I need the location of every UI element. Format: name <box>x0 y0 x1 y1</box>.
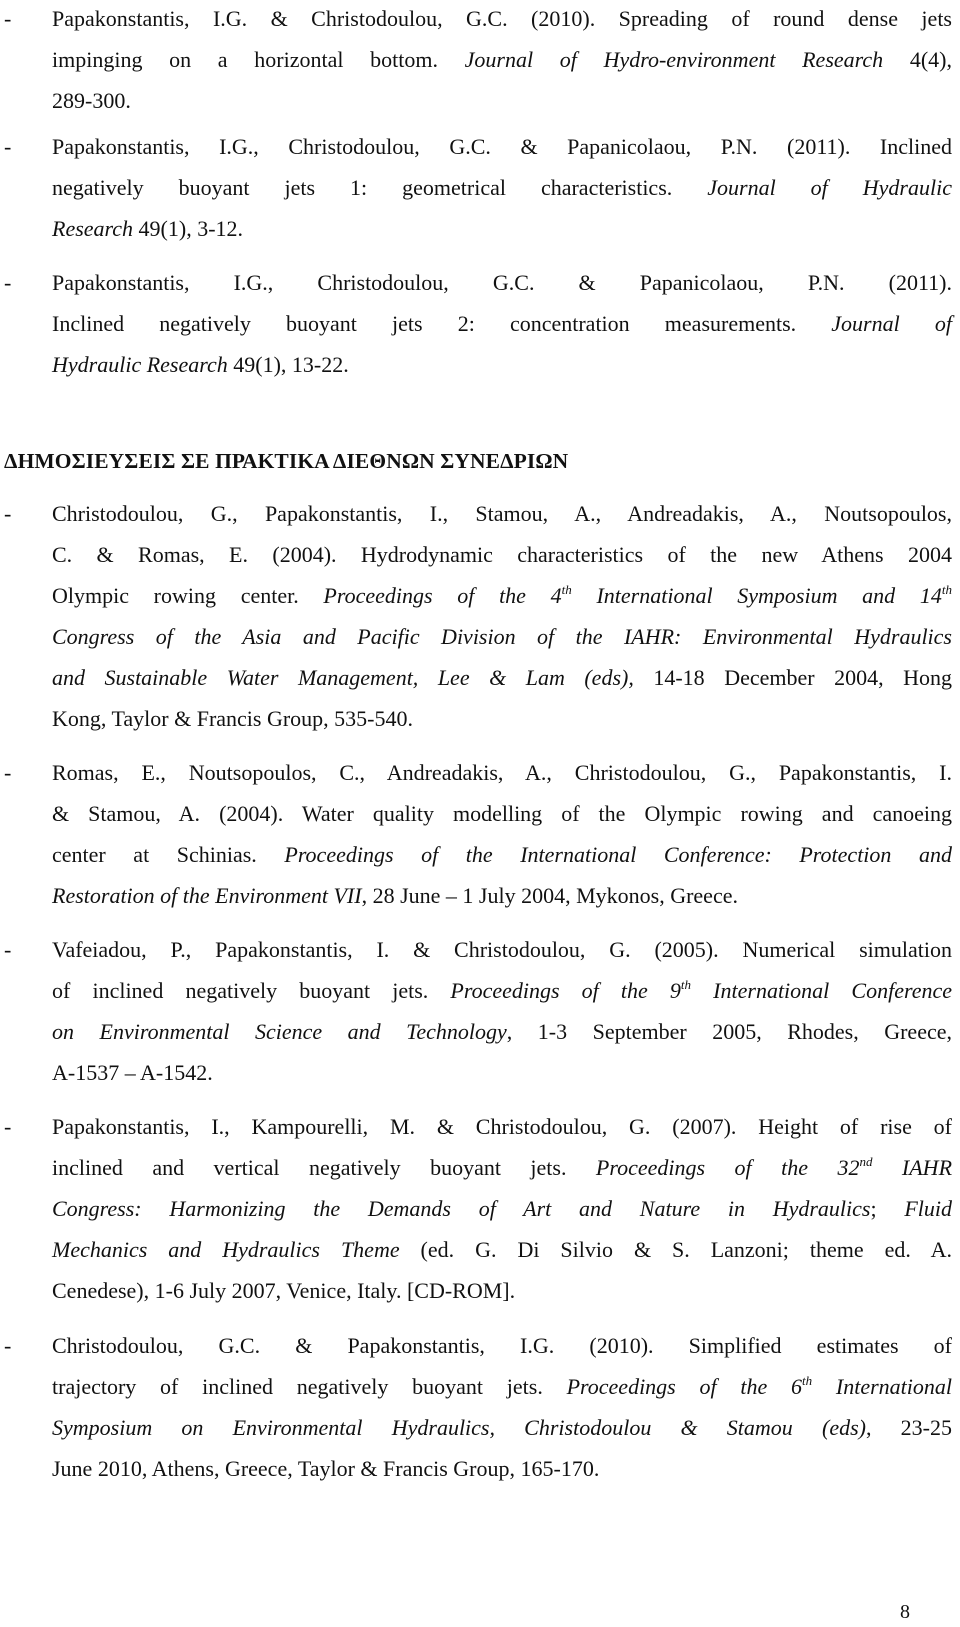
text-run: of inclined negatively buoyant jets. <box>52 978 451 1003</box>
reference-line <box>52 1448 952 1490</box>
text-run: & Stamou, A. (2004). Water quality modelling of the Olympic rowing and canoeing <box>52 801 952 826</box>
reference-line <box>52 970 952 1012</box>
text-run: Papakonstantis, I.G. & Christodoulou, G.C. (2010). Spreading of round dense jets <box>52 6 952 31</box>
reference-line <box>52 303 952 345</box>
reference-line <box>52 262 952 304</box>
text-run: 289-300. <box>52 88 131 113</box>
reference-line <box>52 1188 952 1230</box>
text-run: Vafeiadou, P., Papakonstantis, I. & Christodoulou, G. (2005). Numerical simulation <box>52 937 952 962</box>
reference-line <box>52 1106 952 1148</box>
journal-title: Hydraulic Research <box>52 352 228 377</box>
reference-line <box>52 1407 952 1449</box>
section-heading: ΔΗΜΟΣΙΕΥΣΕΙΣ ΣΕ ΠΡΑΚΤΙΚΑ ΔΙΕΘΝΩΝ ΣΥΝΕΔΡΙΩΝ <box>4 449 569 473</box>
list-dash: - <box>4 501 12 526</box>
text-run: C. & Romas, E. (2004). Hydrodynamic characteristics of the new Athens 2004 <box>52 542 952 567</box>
journal-title: Research <box>52 216 134 241</box>
list-dash: - <box>4 937 12 962</box>
text-run: Cenedese), 1-6 July 2007, Venice, Italy. [CD-ROM]. <box>52 1278 516 1303</box>
reference-line <box>52 1229 952 1271</box>
reference-line <box>52 793 952 835</box>
ordinal-superscript: th <box>561 582 572 597</box>
reference-line <box>52 80 952 122</box>
reference-line <box>52 1270 952 1312</box>
journal-title: Journal of Hydraulic <box>707 175 952 200</box>
text-run: trajectory of inclined negatively buoyant jets. <box>52 1374 567 1399</box>
proceedings-title: International Conference <box>691 978 952 1003</box>
text-run: Romas, E., Noutsopoulos, C., Andreadakis, A., Christodoulou, G., Papakonstantis, I. <box>52 760 952 785</box>
text-run: Papakonstantis, I., Kampourelli, M. & Christodoulou, G. (2007). Height of rise of <box>52 1114 952 1139</box>
text-run: 4(4), <box>883 47 953 72</box>
ordinal-superscript: th <box>941 582 952 597</box>
reference-line <box>52 208 952 250</box>
reference-line <box>52 0 952 40</box>
proceedings-title: International <box>812 1374 952 1399</box>
reference-line <box>52 126 952 168</box>
ordinal-superscript: th <box>802 1373 813 1388</box>
text-run: impinging on a horizontal bottom. <box>52 47 465 72</box>
text-run: ; <box>870 1196 905 1221</box>
reference-line <box>52 698 952 740</box>
text-run: negatively buoyant jets 1: geometrical characteristics. <box>52 175 708 200</box>
text-run: Christodoulou, G.C. & Papakonstantis, I.G. (2010). Simplified estimates of <box>52 1333 952 1358</box>
reference-line <box>52 1366 952 1408</box>
text-run: center at Schinias. <box>52 842 285 867</box>
text-run: June 2010, Athens, Greece, Taylor & Francis Group, 165-170. <box>52 1456 600 1481</box>
text-run: , 1-3 September 2005, Rhodes, Greece, <box>506 1019 952 1044</box>
text-run: 14-18 December 2004, Hong <box>633 665 952 690</box>
proceedings-title: Symposium on Environmental Hydraulics, Christodoulou & Stamou (eds) <box>52 1415 866 1440</box>
proceedings-title: Congress of the Asia and Pacific Division of the IAHR: Environmental Hydraulics <box>52 624 952 649</box>
reference-line <box>52 752 952 794</box>
proceedings-title: Proceedings of the 4 <box>323 583 562 608</box>
proceedings-title: Proceedings of the 9 <box>450 978 681 1003</box>
reference-line <box>52 875 952 917</box>
reference-line <box>52 657 952 699</box>
proceedings-title: International Symposium and 14 <box>571 583 942 608</box>
page-number: 8 <box>900 1601 910 1623</box>
reference-line <box>52 39 952 81</box>
proceedings-title: Mechanics and Hydraulics Theme <box>52 1237 400 1262</box>
text-run: , 28 June – 1 July 2004, Mykonos, Greece. <box>361 883 738 908</box>
proceedings-title: on Environmental Science and Technology <box>52 1019 507 1044</box>
proceedings-title: Proceedings of the International Conference: Protection and <box>284 842 952 867</box>
reference-line <box>52 1052 952 1094</box>
text-run: Inclined negatively buoyant jets 2: concentration measurements. <box>52 311 832 336</box>
text-run: Papakonstantis, I.G., Christodoulou, G.C. & Papanicolaou, P.N. (2011). <box>52 270 952 295</box>
proceedings-title: Restoration of the Environment VII <box>52 883 362 908</box>
list-dash: - <box>4 134 12 159</box>
reference-line <box>52 167 952 209</box>
text-run: 49(1), 13-22. <box>227 352 349 377</box>
proceedings-title: IAHR <box>872 1155 953 1180</box>
reference-line <box>52 616 952 658</box>
ordinal-superscript: th <box>680 977 692 992</box>
reference-line <box>52 1147 952 1189</box>
reference-line <box>52 344 952 386</box>
reference-line <box>52 834 952 876</box>
reference-line <box>52 493 952 535</box>
journal-title: Journal of Hydro-environment Research <box>464 47 884 72</box>
list-dash: - <box>4 6 12 31</box>
text-run: , 23-25 <box>865 1415 953 1440</box>
proceedings-title: Proceedings of the 32 <box>595 1155 860 1180</box>
reference-line <box>52 929 952 971</box>
text-run: (ed. G. Di Silvio & S. Lanzoni; theme ed. A. <box>399 1237 952 1262</box>
text-run: Kong, Taylor & Francis Group, 535-540. <box>52 706 414 731</box>
text-run: Papakonstantis, I.G., Christodoulou, G.C. & Papanicolaou, P.N. (2011). Inclined <box>52 134 952 159</box>
reference-line <box>52 1325 952 1367</box>
proceedings-title: Fluid <box>904 1196 952 1221</box>
text-run: Christodoulou, G., Papakonstantis, I., Stamou, A., Andreadakis, A., Noutsopoulos, <box>52 501 952 526</box>
text-run: A-1537 – A-1542. <box>52 1060 213 1085</box>
reference-line <box>52 1011 952 1053</box>
reference-line <box>52 534 952 576</box>
proceedings-title: Congress: Harmonizing the Demands of Art and Nature in Hydraulics <box>52 1196 871 1221</box>
reference-line <box>52 575 952 617</box>
proceedings-title: and Sustainable Water Management, Lee & Lam (eds), <box>52 665 634 690</box>
text-run: inclined and vertical negatively buoyant jets. <box>52 1155 596 1180</box>
list-dash: - <box>4 1114 12 1139</box>
text-run: Olympic rowing center. <box>52 583 324 608</box>
text-run: 49(1), 3-12. <box>133 216 244 241</box>
journal-title: Journal of <box>831 311 952 336</box>
list-dash: - <box>4 1333 12 1358</box>
proceedings-title: Proceedings of the 6 <box>566 1374 803 1399</box>
list-dash: - <box>4 760 12 785</box>
ordinal-superscript: nd <box>859 1154 873 1169</box>
list-dash: - <box>4 270 12 295</box>
